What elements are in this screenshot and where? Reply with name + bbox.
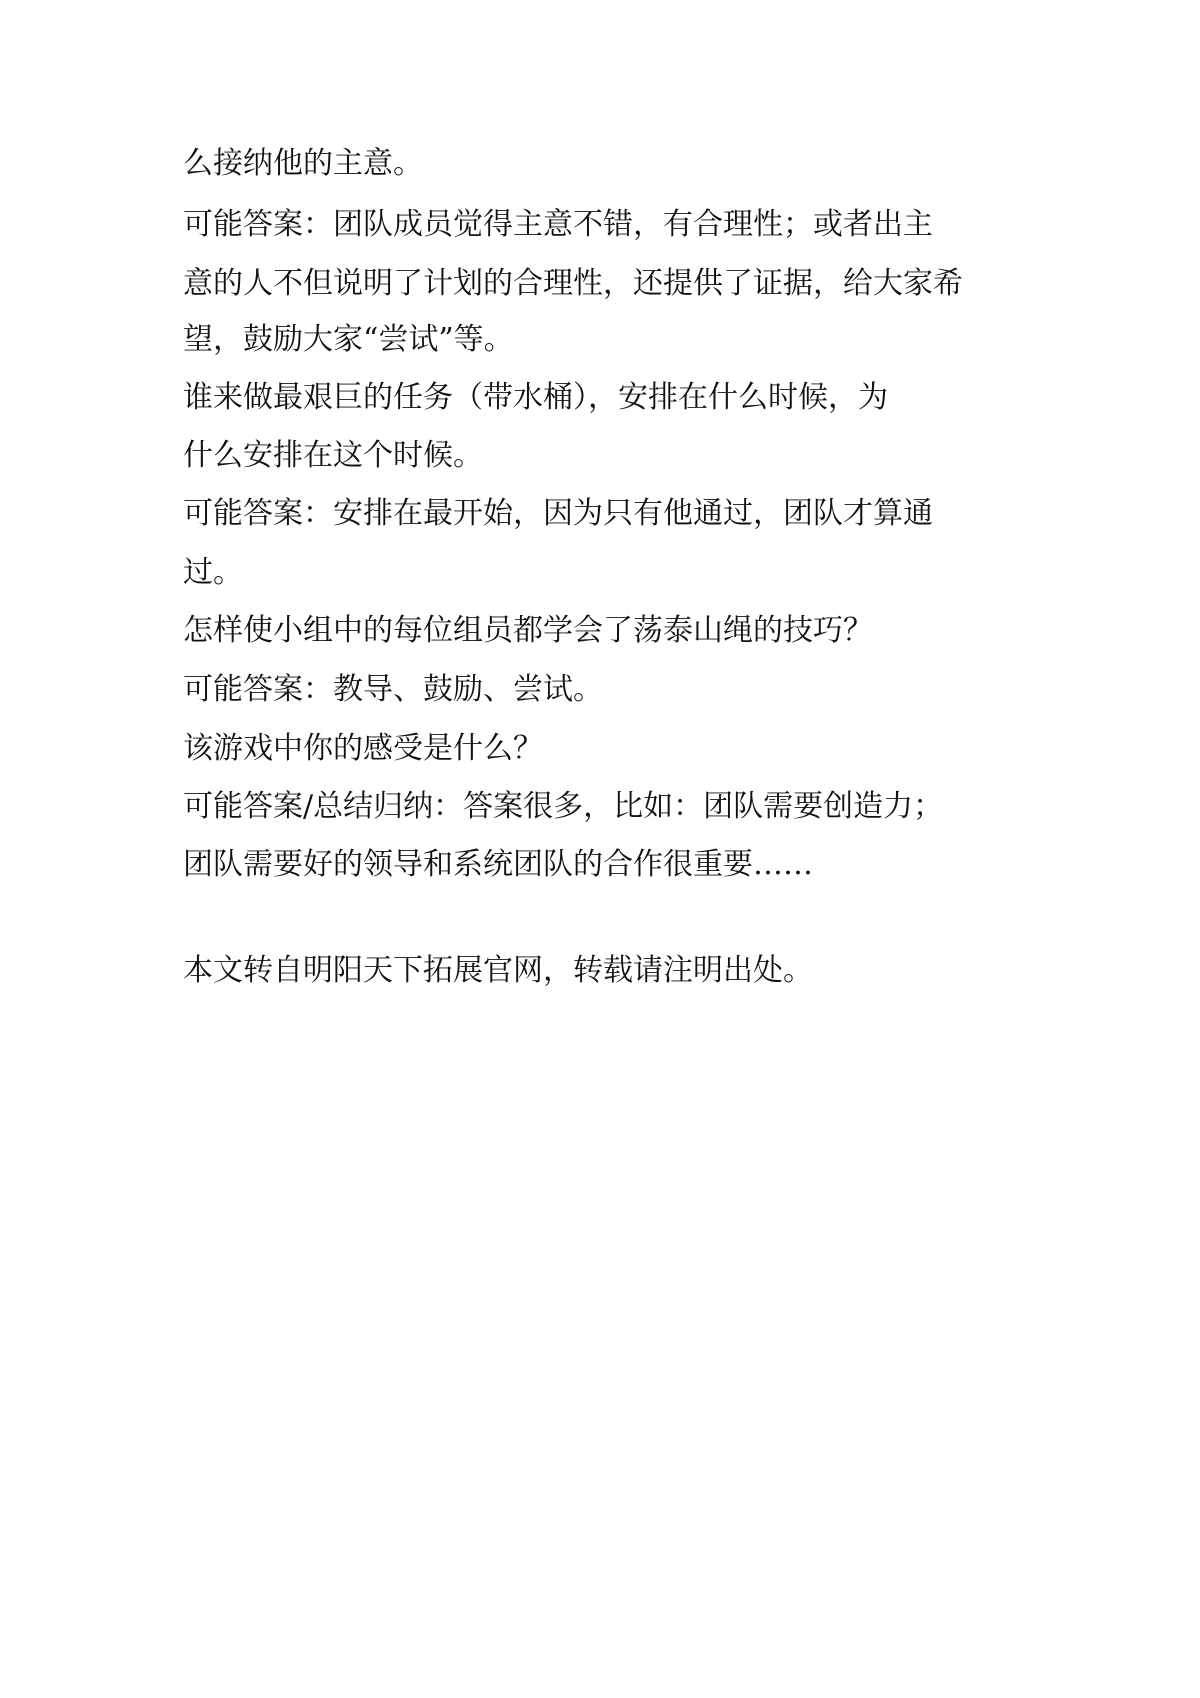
text-line: 过。 [183,555,243,590]
text-line: 可能答案：团队成员觉得主意不错，有合理性；或者出主 [183,207,933,242]
text-line: 么接纳他的主意。 [183,146,423,181]
text-line: 可能答案：教导、鼓励、尝试。 [183,672,603,707]
text-line: 望，鼓励大家“尝试”等。 [183,322,514,357]
text-line: 什么安排在这个时候。 [183,438,483,473]
text-line: 可能答案：安排在最开始，因为只有他通过，团队才算通 [183,496,933,531]
text-line: 怎样使小组中的每位组员都学会了荡泰山绳的技巧？ [183,613,873,648]
text-line: 该游戏中你的感受是什么？ [183,731,543,766]
text-line: 可能答案/总结归纳：答案很多，比如：团队需要创造力； [183,789,944,824]
source-note: 本文转自明阳天下拓展官网，转载请注明出处。 [183,953,813,988]
text-line: 意的人不但说明了计划的合理性，还提供了证据，给大家希 [183,266,963,301]
text-line: 谁来做最艰巨的任务（带水桶），安排在什么时候，为 [183,380,888,415]
text-line: 团队需要好的领导和系统团队的合作很重要…… [183,847,813,882]
